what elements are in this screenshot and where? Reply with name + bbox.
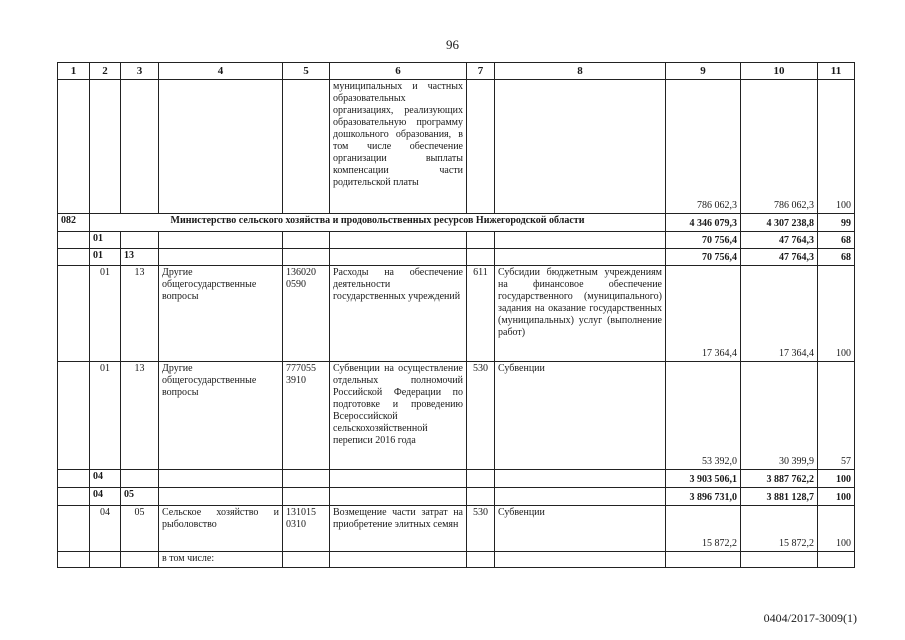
execution-percent: 100 <box>818 470 855 488</box>
section-name: Сельское хозяйство и рыболовство <box>159 506 283 552</box>
expense-description: Расходы на обеспечение деятельности государственных учреждений <box>330 266 467 362</box>
execution-percent: 57 <box>818 362 855 470</box>
target-article: 777055 3910 <box>283 362 330 470</box>
subsection-code: 13 <box>121 266 159 362</box>
planned-amount: 17 364,4 <box>666 266 741 362</box>
subsection-code: 05 <box>121 488 159 506</box>
actual-amount: 15 872,2 <box>741 506 818 552</box>
section-name: Другие общегосударственные вопросы <box>159 266 283 362</box>
table-row <box>58 80 855 214</box>
expense-type-code: 530 <box>467 362 495 470</box>
actual-amount: 3 881 128,7 <box>741 488 818 506</box>
execution-percent: 100 <box>818 506 855 552</box>
ministry-title: Министерство сельского хозяйства и продовольственных ресурсов Нижегородской области <box>90 214 666 232</box>
expense-type-name: Субвенции <box>495 506 666 552</box>
page-number: 96 <box>446 37 459 52</box>
ministry-row <box>58 214 855 232</box>
subsection-row <box>58 488 855 506</box>
expense-type-name: Субвенции <box>495 362 666 470</box>
section-name: Другие общегосударственные вопросы <box>159 362 283 470</box>
expense-type-name: Субсидии бюджетным учреждениям на финансовое обеспечение государственного (муниципального) задания на оказание государственных (муниципальных) услуг (выполнение работ) <box>495 266 666 362</box>
subsection-code: 13 <box>121 249 159 266</box>
ministry-code: 082 <box>58 214 90 232</box>
expense-description: муниципальных и частных образовательных организациях, реализующих образовательную программу дошкольного образования, в том числе обеспечение организации выплаты компенсации части родительской платы <box>330 80 467 214</box>
execution-percent: 68 <box>818 249 855 266</box>
execution-percent: 100 <box>818 488 855 506</box>
actual-amount: 3 887 762,2 <box>741 470 818 488</box>
actual-amount: 4 307 238,8 <box>741 214 818 232</box>
header-row <box>58 63 855 80</box>
expense-type-code: 530 <box>467 506 495 552</box>
subsection-code: 13 <box>121 362 159 470</box>
planned-amount: 70 756,4 <box>666 249 741 266</box>
table-row <box>58 362 855 470</box>
section-row <box>58 232 855 249</box>
actual-amount: 786 062,3 <box>741 80 818 214</box>
header-cell: 1 <box>58 63 90 80</box>
including-label: в том числе: <box>159 552 283 568</box>
actual-amount: 47 764,3 <box>741 249 818 266</box>
actual-amount: 30 399,9 <box>741 362 818 470</box>
header-cell: 7 <box>467 63 495 80</box>
target-article: 131015 0310 <box>283 506 330 552</box>
subsection-row <box>58 249 855 266</box>
subsection-code: 05 <box>121 506 159 552</box>
header-cell: 8 <box>495 63 666 80</box>
actual-amount: 47 764,3 <box>741 232 818 249</box>
planned-amount: 3 896 731,0 <box>666 488 741 506</box>
section-code: 01 <box>90 249 121 266</box>
header-cell: 11 <box>818 63 855 80</box>
header-cell: 6 <box>330 63 467 80</box>
section-code: 01 <box>90 266 121 362</box>
header-cell: 4 <box>159 63 283 80</box>
section-code: 04 <box>90 488 121 506</box>
expense-description: Возмещение части затрат на приобретение элитных семян <box>330 506 467 552</box>
expense-type-code: 611 <box>467 266 495 362</box>
expense-description: Субвенции на осуществление отдельных полномочий Российской Федерации по подготовке и проведению Всероссийской сельскохозяйственной переписи 2016 года <box>330 362 467 470</box>
header-cell: 10 <box>741 63 818 80</box>
table-row <box>58 552 855 568</box>
section-code: 01 <box>90 362 121 470</box>
section-row <box>58 470 855 488</box>
execution-percent: 100 <box>818 80 855 214</box>
section-code: 04 <box>90 506 121 552</box>
planned-amount: 53 392,0 <box>666 362 741 470</box>
header-cell: 9 <box>666 63 741 80</box>
section-code: 04 <box>90 470 121 488</box>
planned-amount: 786 062,3 <box>666 80 741 214</box>
table-row <box>58 266 855 362</box>
execution-percent: 68 <box>818 232 855 249</box>
document-code: 0404/2017-3009(1) <box>763 611 857 625</box>
planned-amount: 15 872,2 <box>666 506 741 552</box>
planned-amount: 4 346 079,3 <box>666 214 741 232</box>
actual-amount: 17 364,4 <box>741 266 818 362</box>
planned-amount: 3 903 506,1 <box>666 470 741 488</box>
header-cell: 2 <box>90 63 121 80</box>
execution-percent: 99 <box>818 214 855 232</box>
table-row <box>58 506 855 552</box>
execution-percent: 100 <box>818 266 855 362</box>
planned-amount: 70 756,4 <box>666 232 741 249</box>
section-code: 01 <box>90 232 121 249</box>
target-article: 136020 0590 <box>283 266 330 362</box>
header-cell: 3 <box>121 63 159 80</box>
header-cell: 5 <box>283 63 330 80</box>
budget-table <box>57 62 855 568</box>
